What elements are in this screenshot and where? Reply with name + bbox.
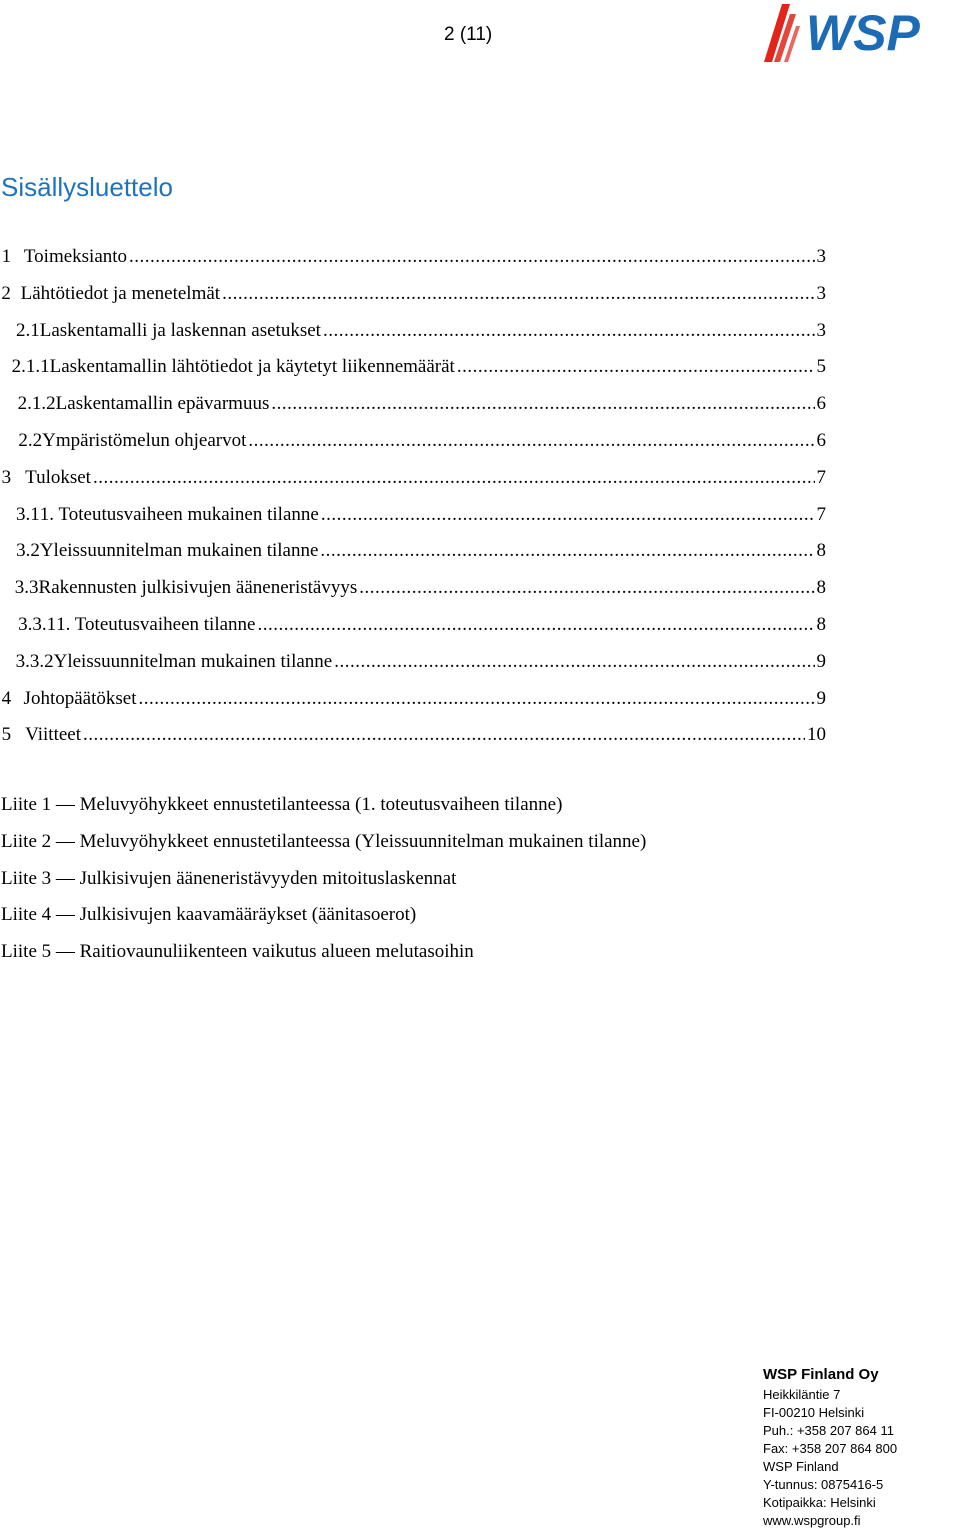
toc-entry[interactable] — [0, 349, 826, 385]
toc-title: Sisällysluettelo — [1, 172, 173, 202]
toc-entry-page: 8 — [816, 614, 826, 635]
appendix-item: Liite 1 — Meluvyöhykkeet ennustetilanteessa (1. toteutusvaiheen tilanne) — [1, 794, 563, 815]
toc-entry-title: Laskentamallin lähtötiedot ja käytetyt liikennemäärät — [49, 356, 455, 378]
toc-leader-dots — [93, 460, 815, 496]
toc-entry-page: 7 — [816, 503, 826, 525]
toc-leader-dots — [320, 533, 814, 569]
toc-entry-title: Yleissuunnitelman mukainen tilanne — [53, 650, 333, 672]
toc-entry[interactable] — [0, 386, 826, 422]
toc-entry-number: 3.3.1 — [18, 614, 57, 635]
toc-entry-page: 8 — [816, 577, 826, 599]
toc-entry-number: 2.1 — [15, 319, 40, 341]
toc-entry-number: 5 — [1, 724, 12, 746]
wsp-logo — [760, 0, 960, 64]
toc-entry-number: 3 — [1, 466, 12, 488]
footer-line: Puh.: +358 207 864 11 — [763, 1423, 894, 1438]
toc-entry-title: 1. Toteutusvaiheen mukainen tilanne — [39, 503, 319, 525]
toc-entry-title: 1. Toteutusvaiheen tilanne — [56, 614, 256, 635]
toc-entry-number: 2 — [1, 282, 11, 304]
toc-entry-title: Viitteet — [25, 724, 81, 746]
toc-entry[interactable] — [0, 497, 826, 533]
toc-entry-page: 8 — [816, 540, 826, 562]
toc-entry[interactable] — [0, 239, 826, 275]
toc-leader-dots — [334, 644, 814, 680]
toc-leader-dots — [129, 239, 814, 275]
toc-entry[interactable] — [0, 644, 826, 680]
toc-leader-dots — [321, 497, 815, 533]
toc-entry-number: 2.1.1 — [11, 356, 50, 378]
toc-entry-page: 5 — [816, 356, 826, 378]
toc-entry-number: 1 — [1, 246, 12, 267]
toc-leader-dots — [257, 607, 814, 643]
footer-line: Kotipaikka: Helsinki — [763, 1495, 876, 1510]
appendix-item: Liite 3 — Julkisivujen ääneneristävyyden mitoituslaskennat — [1, 867, 457, 889]
toc-entry[interactable] — [0, 681, 826, 717]
toc-leader-dots — [323, 313, 815, 349]
toc-entry-number: 3.2 — [16, 540, 40, 562]
toc-leader-dots — [222, 276, 814, 312]
toc-entry-title: Johtopäätökset — [23, 687, 137, 709]
toc-leader-dots — [248, 423, 814, 459]
logo-text: WSP — [806, 5, 920, 61]
toc-entry-page: 3 — [816, 319, 826, 341]
toc-entry-page: 3 — [816, 282, 826, 304]
toc-entry-title: Ympäristömelun ohjearvot — [42, 430, 247, 451]
toc-entry[interactable] — [0, 607, 826, 643]
toc-entry-number: 4 — [1, 687, 12, 709]
toc-entry-title: Yleissuunnitelman mukainen tilanne — [39, 540, 319, 562]
footer-company-name: WSP Finland Oy — [763, 1366, 879, 1383]
toc-entry-title: Laskentamallin epävarmuus — [55, 393, 270, 415]
toc-entry-page: 9 — [816, 687, 826, 709]
toc-entry-title: Toimeksianto — [23, 246, 128, 267]
toc-entry[interactable] — [0, 717, 826, 753]
toc-leader-dots — [457, 349, 815, 385]
toc-entry-title: Rakennusten julkisivujen ääneneristävyys — [38, 577, 358, 599]
toc-leader-dots — [271, 386, 814, 422]
toc-entry-number: 2.1.2 — [17, 393, 56, 415]
toc-entry-number: 3.3.2 — [15, 650, 54, 672]
toc-entry[interactable] — [0, 460, 826, 496]
toc-entry[interactable] — [0, 423, 826, 459]
toc-entry-page: 6 — [816, 430, 826, 451]
footer-line: Fax: +358 207 864 800 — [763, 1441, 898, 1456]
toc-entry-number: 2.2 — [18, 430, 43, 451]
toc-leader-dots — [359, 570, 814, 606]
toc-entry-title: Lähtötiedot ja menetelmät — [20, 282, 221, 304]
toc-entry-number: 3.3 — [14, 577, 39, 599]
appendix-item: Liite 5 — Raitiovaunuliikenteen vaikutus alueen melutasoihin — [1, 941, 474, 963]
toc-entry[interactable] — [0, 533, 826, 569]
toc-entry-title: Laskentamalli ja laskennan asetukset — [39, 319, 321, 341]
toc-entry[interactable] — [0, 313, 826, 349]
toc-entry[interactable] — [0, 276, 826, 312]
toc-leader-dots — [83, 717, 805, 753]
toc-entry-page: 9 — [816, 650, 826, 672]
company-footer — [763, 1364, 953, 1530]
toc-entry-page: 6 — [816, 393, 826, 415]
footer-line: FI-00210 Helsinki — [763, 1405, 865, 1420]
toc-entry-page: 3 — [816, 246, 826, 267]
toc-leader-dots — [138, 681, 814, 717]
footer-line: Y-tunnus: 0875416-5 — [763, 1477, 884, 1492]
toc-entry-title: Tulokset — [25, 466, 91, 488]
page-number: 2 (11) — [444, 24, 493, 45]
toc-entry-page: 10 — [807, 724, 826, 746]
appendix-item: Liite 2 — Meluvyöhykkeet ennustetilanteessa (Yleissuunnitelman mukainen tilanne) — [1, 830, 647, 852]
footer-line: Heikkiläntie 7 — [763, 1387, 841, 1402]
footer-line: www.wspgroup.fi — [763, 1513, 861, 1528]
footer-line: WSP Finland — [763, 1459, 839, 1474]
toc-entry-page: 7 — [816, 466, 826, 488]
toc-entry[interactable] — [0, 570, 826, 606]
appendix-item: Liite 4 — Julkisivujen kaavamääräykset (äänitasoerot) — [1, 904, 417, 926]
toc-entry-number: 3.1 — [16, 503, 40, 525]
